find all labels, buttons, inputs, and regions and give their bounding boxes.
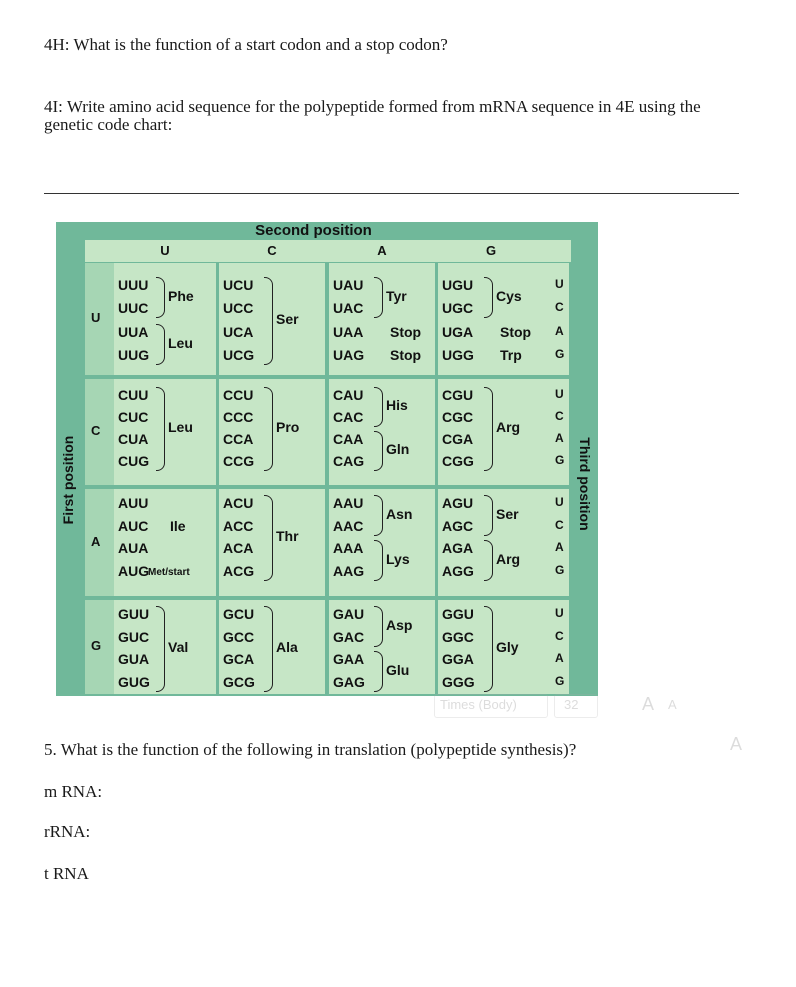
third-base-U: U — [555, 277, 564, 291]
amino-acid-thr: Thr — [276, 528, 299, 544]
codon-UCC: UCC — [223, 300, 254, 316]
question-5: 5. What is the function of the following in translation (polypeptide synthesis)? — [44, 740, 577, 759]
codon-bracket — [374, 540, 383, 581]
codon-GCC: GCC — [223, 629, 255, 645]
shrink-font-icon[interactable]: A — [668, 697, 677, 712]
codon-UUA: UUA — [118, 324, 149, 340]
codon-CCG: CCG — [223, 453, 255, 469]
amino-acid-asp: Asp — [386, 616, 413, 633]
codon-UCU: UCU — [223, 277, 254, 293]
codon-CCC: CCC — [223, 409, 254, 425]
answer-line — [44, 193, 739, 194]
amino-acid-ile: Ile — [170, 518, 186, 534]
first-base-C: C — [91, 423, 101, 438]
amino-acid-arg: Arg — [496, 419, 521, 435]
codon-bracket — [156, 324, 165, 365]
codon-AUU: AUU — [118, 495, 149, 511]
third-base-G: G — [555, 453, 565, 467]
codon-CCU: CCU — [223, 387, 254, 403]
codon-UUU: UUU — [118, 277, 149, 293]
amino-acid-ser: Ser — [496, 505, 519, 522]
codon-UAG: UAG — [333, 347, 365, 363]
third-base-A: A — [555, 431, 564, 445]
mrna-prompt: m RNA: — [44, 782, 103, 801]
codon-UGA: UGA — [442, 324, 474, 340]
third-base-C: C — [555, 629, 564, 643]
second-base-U: U — [160, 243, 170, 258]
amino-acid-his: His — [386, 397, 408, 413]
floating-format-toolbar — [430, 688, 796, 768]
codon-AAC: AAC — [333, 518, 364, 534]
amino-acid-gly: Gly — [496, 639, 519, 655]
amino-acid-lys: Lys — [386, 550, 410, 567]
codon-ACU: ACU — [223, 495, 254, 511]
codon-CAC: CAC — [333, 409, 364, 425]
codon-bracket — [156, 277, 165, 318]
codon-GCG: GCG — [223, 674, 255, 690]
codon-AGC: AGC — [442, 518, 474, 534]
codon-AGG: AGG — [442, 563, 474, 579]
amino-acid-cys: Cys — [496, 287, 522, 304]
question-4h: 4H: What is the function of a start codon and a stop codon? — [44, 35, 448, 54]
third-base-C: C — [555, 518, 564, 532]
codon-UAA: UAA — [333, 324, 364, 340]
codon-CCA: CCA — [223, 431, 254, 447]
codon-bracket — [264, 606, 273, 692]
codon-GAG: GAG — [333, 674, 365, 690]
third-base-G: G — [555, 563, 565, 577]
codon-CAU: CAU — [333, 387, 364, 403]
third-base-U: U — [555, 495, 564, 509]
second-base-A: A — [377, 243, 387, 258]
codon-ACA: ACA — [223, 540, 254, 556]
codon-UGU: UGU — [442, 277, 474, 293]
font-color-icon[interactable]: A — [730, 734, 743, 754]
second-base-G: G — [485, 243, 497, 258]
codon-bracket — [156, 606, 165, 692]
amino-acid-gln: Gln — [386, 441, 410, 457]
codon-ACG: ACG — [223, 563, 255, 579]
codon-AGA: AGA — [442, 540, 474, 556]
codon-GGG: GGG — [442, 674, 475, 690]
codon-UGG: UGG — [442, 347, 474, 363]
third-position-label: Third position — [577, 437, 593, 531]
codon-GUC: GUC — [118, 629, 150, 645]
amino-acid-ala: Ala — [276, 639, 298, 655]
amino-acid-met-start: Met/start — [148, 567, 190, 578]
third-base-U: U — [555, 387, 564, 401]
codon-GCU: GCU — [223, 606, 255, 622]
amino-acid-phe: Phe — [168, 287, 194, 304]
codon-CAA: CAA — [333, 431, 364, 447]
codon-GGC: GGC — [442, 629, 474, 645]
codon-AAU: AAU — [333, 495, 364, 511]
codon-AUC: AUC — [118, 518, 149, 534]
third-base-G: G — [555, 347, 565, 361]
codon-bracket — [374, 277, 383, 318]
codon-GAC: GAC — [333, 629, 365, 645]
question-4i-line1: 4I: Write amino acid sequence for the polypeptide formed from mRNA sequence in 4E using the — [44, 97, 701, 116]
amino-acid-stop: Stop — [500, 324, 532, 340]
question-4i-line2: genetic code chart: — [44, 115, 173, 134]
codon-CGC: CGC — [442, 409, 474, 425]
codon-GCA: GCA — [223, 651, 255, 667]
amino-acid-arg: Arg — [496, 550, 521, 567]
codon-GAA: GAA — [333, 651, 365, 667]
codon-bracket — [374, 495, 383, 536]
codon-bracket — [156, 387, 165, 471]
codon-UAC: UAC — [333, 300, 364, 316]
rrna-prompt: rRNA: — [44, 822, 91, 841]
font-size-box[interactable]: 32 — [564, 697, 579, 712]
codon-GGU: GGU — [442, 606, 474, 622]
codon-CGG: CGG — [442, 453, 474, 469]
amino-acid-trp: Trp — [500, 347, 522, 363]
amino-acid-stop: Stop — [390, 347, 422, 363]
codon-bracket — [484, 495, 493, 536]
codon-AAG: AAG — [333, 563, 365, 579]
codon-AAA: AAA — [333, 540, 364, 556]
codon-AUA: AUA — [118, 540, 149, 556]
codon-GGA: GGA — [442, 651, 474, 667]
first-base-A: A — [91, 533, 101, 549]
codon-bracket — [374, 651, 383, 692]
second-position-label: Second position — [255, 222, 372, 239]
codon-bracket — [484, 540, 493, 581]
codon-UGC: UGC — [442, 300, 474, 316]
amino-acid-stop: Stop — [390, 324, 422, 340]
amino-acid-pro: Pro — [276, 419, 300, 435]
codon-bracket — [484, 606, 493, 692]
codon-GAU: GAU — [333, 606, 365, 622]
first-base-G: G — [91, 638, 102, 653]
codon-bracket — [374, 431, 383, 471]
codon-GUU: GUU — [118, 606, 150, 622]
grow-font-icon[interactable]: A — [642, 694, 655, 714]
codon-bracket — [374, 387, 383, 427]
amino-acid-val: Val — [168, 639, 189, 655]
codon-GUG: GUG — [118, 674, 150, 690]
codon-bracket — [264, 277, 273, 365]
codon-bracket — [264, 495, 273, 581]
codon-UUG: UUG — [118, 347, 150, 363]
trna-prompt: t RNA — [44, 864, 89, 883]
codon-CAG: CAG — [333, 453, 365, 469]
third-base-G: G — [555, 674, 565, 688]
codon-CGU: CGU — [442, 387, 474, 403]
codon-UCG: UCG — [223, 347, 255, 363]
codon-CUU: CUU — [118, 387, 149, 403]
codon-bracket — [484, 387, 493, 471]
codon-CUC: CUC — [118, 409, 149, 425]
codon-AGU: AGU — [442, 495, 474, 511]
codon-ACC: ACC — [223, 518, 254, 534]
third-base-A: A — [555, 540, 564, 554]
amino-acid-asn: Asn — [386, 505, 413, 522]
codon-bracket — [374, 606, 383, 647]
codon-bracket — [484, 277, 493, 318]
amino-acid-tyr: Tyr — [386, 287, 407, 304]
amino-acid-leu: Leu — [168, 334, 193, 351]
third-base-A: A — [555, 651, 564, 665]
font-name-box[interactable]: Times (Body) — [440, 697, 517, 712]
third-base-C: C — [555, 409, 564, 423]
second-base-C: C — [267, 243, 277, 258]
codon-UCA: UCA — [223, 324, 254, 340]
first-position-label: First position — [60, 435, 76, 525]
amino-acid-glu: Glu — [386, 661, 410, 678]
third-base-C: C — [555, 300, 564, 314]
amino-acid-ser: Ser — [276, 311, 299, 327]
third-base-A: A — [555, 324, 564, 338]
third-base-U: U — [555, 606, 564, 620]
first-base-U: U — [91, 310, 101, 325]
codon-CUG: CUG — [118, 453, 150, 469]
codon-GUA: GUA — [118, 651, 150, 667]
codon-bracket — [264, 387, 273, 471]
codon-UAU: UAU — [333, 277, 364, 293]
genetic-code-chart — [56, 222, 571, 696]
codon-AUG: AUG — [118, 563, 150, 579]
amino-acid-leu: Leu — [168, 419, 193, 435]
codon-CGA: CGA — [442, 431, 474, 447]
codon-CUA: CUA — [118, 431, 149, 447]
codon-UUC: UUC — [118, 300, 149, 316]
